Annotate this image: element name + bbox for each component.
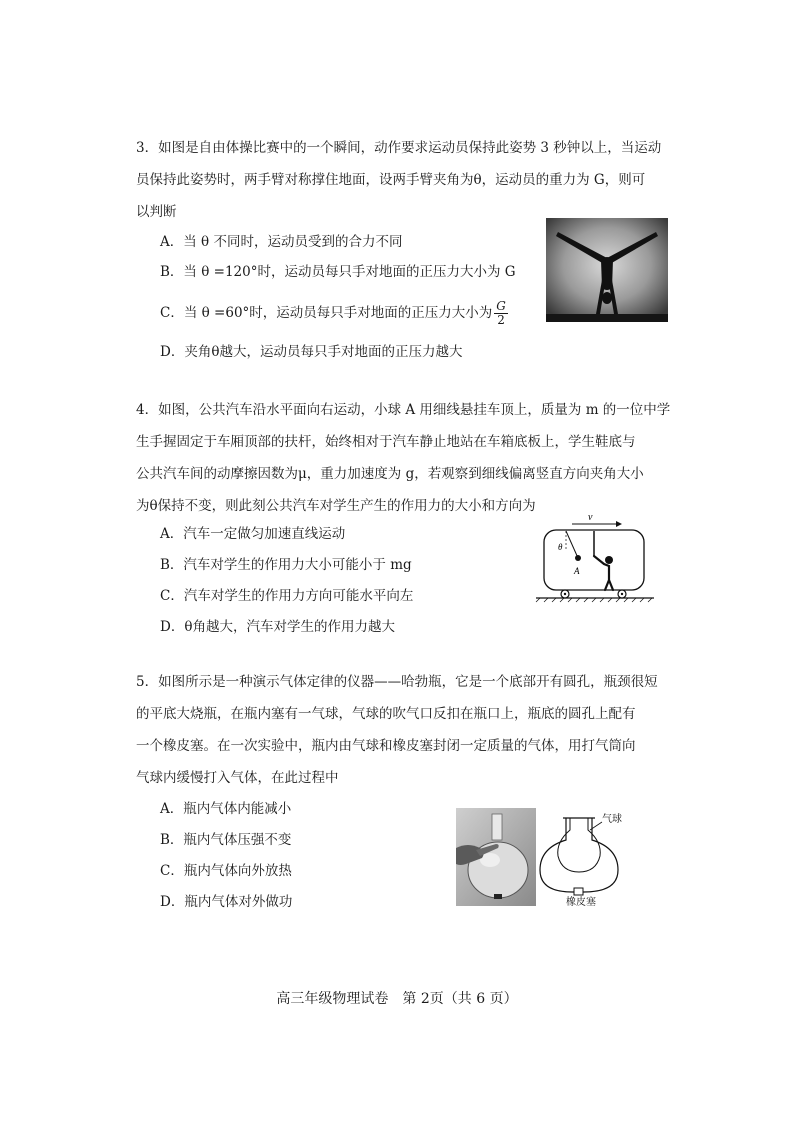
q5-stem-line-4: 气球内缓慢打入气体，在此过程中 — [136, 770, 339, 786]
q5-stem-line-3: 一个橡皮塞。在一次实验中，瓶内由气球和橡皮塞封闭一定质量的气体，用打气筒向 — [136, 738, 636, 754]
q5-stem-line-1: 5．如图所示是一种演示气体定律的仪器——哈勃瓶，它是一个底部开有圆孔，瓶颈很短 — [136, 674, 658, 690]
q4-option-a: A．汽车一定做匀加速直线运动 — [160, 526, 346, 542]
page-footer: 高三年级物理试卷 第 2页（共 6 页） — [276, 991, 518, 1007]
q4-stem-line-1: 4．如图，公共汽车沿水平面向右运动，小球 A 用细线悬挂车顶上，质量为 m 的一位中学 — [136, 402, 671, 418]
hubble-bottle-photo — [456, 808, 536, 906]
q3-stem-line-2: 员保持此姿势时，两手臂对称撑住地面，设两手臂夹角为θ，运动员的重力为 G，则可 — [136, 172, 646, 188]
fraction-numerator: G — [496, 299, 506, 313]
q4-stem-line-4: 为θ保持不变，则此刻公共汽车对学生产生的作用力的大小和方向为 — [136, 498, 536, 514]
q4-option-c: C．汽车对学生的作用力方向可能水平向左 — [160, 588, 414, 604]
q3-option-c-fraction — [494, 300, 508, 327]
balloon-label: 气球 — [602, 814, 622, 825]
stopper-label: 橡皮塞 — [566, 897, 596, 908]
velocity-label: v — [588, 512, 593, 523]
fraction-denominator: 2 — [497, 313, 505, 327]
q4-option-d: D．θ角越大，汽车对学生的作用力越大 — [160, 619, 395, 635]
q4-stem-line-3: 公共汽车间的动摩擦因数为μ，重力加速度为 g，若观察到细线偏离竖直方向夹角大小 — [136, 466, 644, 482]
q3-option-d: D．夹角θ越大，运动员每只手对地面的正压力越大 — [160, 344, 463, 360]
q3-option-c — [160, 300, 508, 327]
q3-stem-line-1: 3．如图是自由体操比赛中的一个瞬间，动作要求运动员保持此姿势 3 秒钟以上，当运动 — [136, 140, 662, 156]
ball-label: A — [574, 566, 580, 576]
q5-option-b: B．瓶内气体压强不变 — [160, 832, 292, 848]
q5-option-a: A．瓶内气体内能减小 — [160, 801, 292, 817]
gymnast-photo — [546, 218, 668, 322]
q5-stem-line-2: 的平底大烧瓶，在瓶内塞有一气球，气球的吹气口反扣在瓶口上，瓶底的圆孔上配有 — [136, 706, 636, 722]
bus-diagram — [532, 510, 656, 606]
hubble-bottle-diagram — [536, 808, 636, 908]
q3-option-b: B．当 θ =120°时，运动员每只手对地面的正压力大小为 G — [160, 264, 516, 280]
q4-stem-line-2: 生手握固定于车厢顶部的扶杆，始终相对于汽车静止地站在车箱底板上，学生鞋底与 — [136, 434, 636, 450]
q3-option-a: A．当 θ 不同时，运动员受到的合力不同 — [160, 234, 403, 250]
q3-option-c-text: C．当 θ =60°时，运动员每只手对地面的正压力大小为 — [160, 305, 493, 321]
q5-option-d: D．瓶内气体对外做功 — [160, 894, 293, 910]
q3-stem-line-3: 以判断 — [136, 204, 177, 220]
theta-label: θ — [558, 542, 563, 552]
q4-option-b: B．汽车对学生的作用力大小可能小于 mg — [160, 557, 412, 573]
q5-option-c: C．瓶内气体向外放热 — [160, 863, 292, 879]
